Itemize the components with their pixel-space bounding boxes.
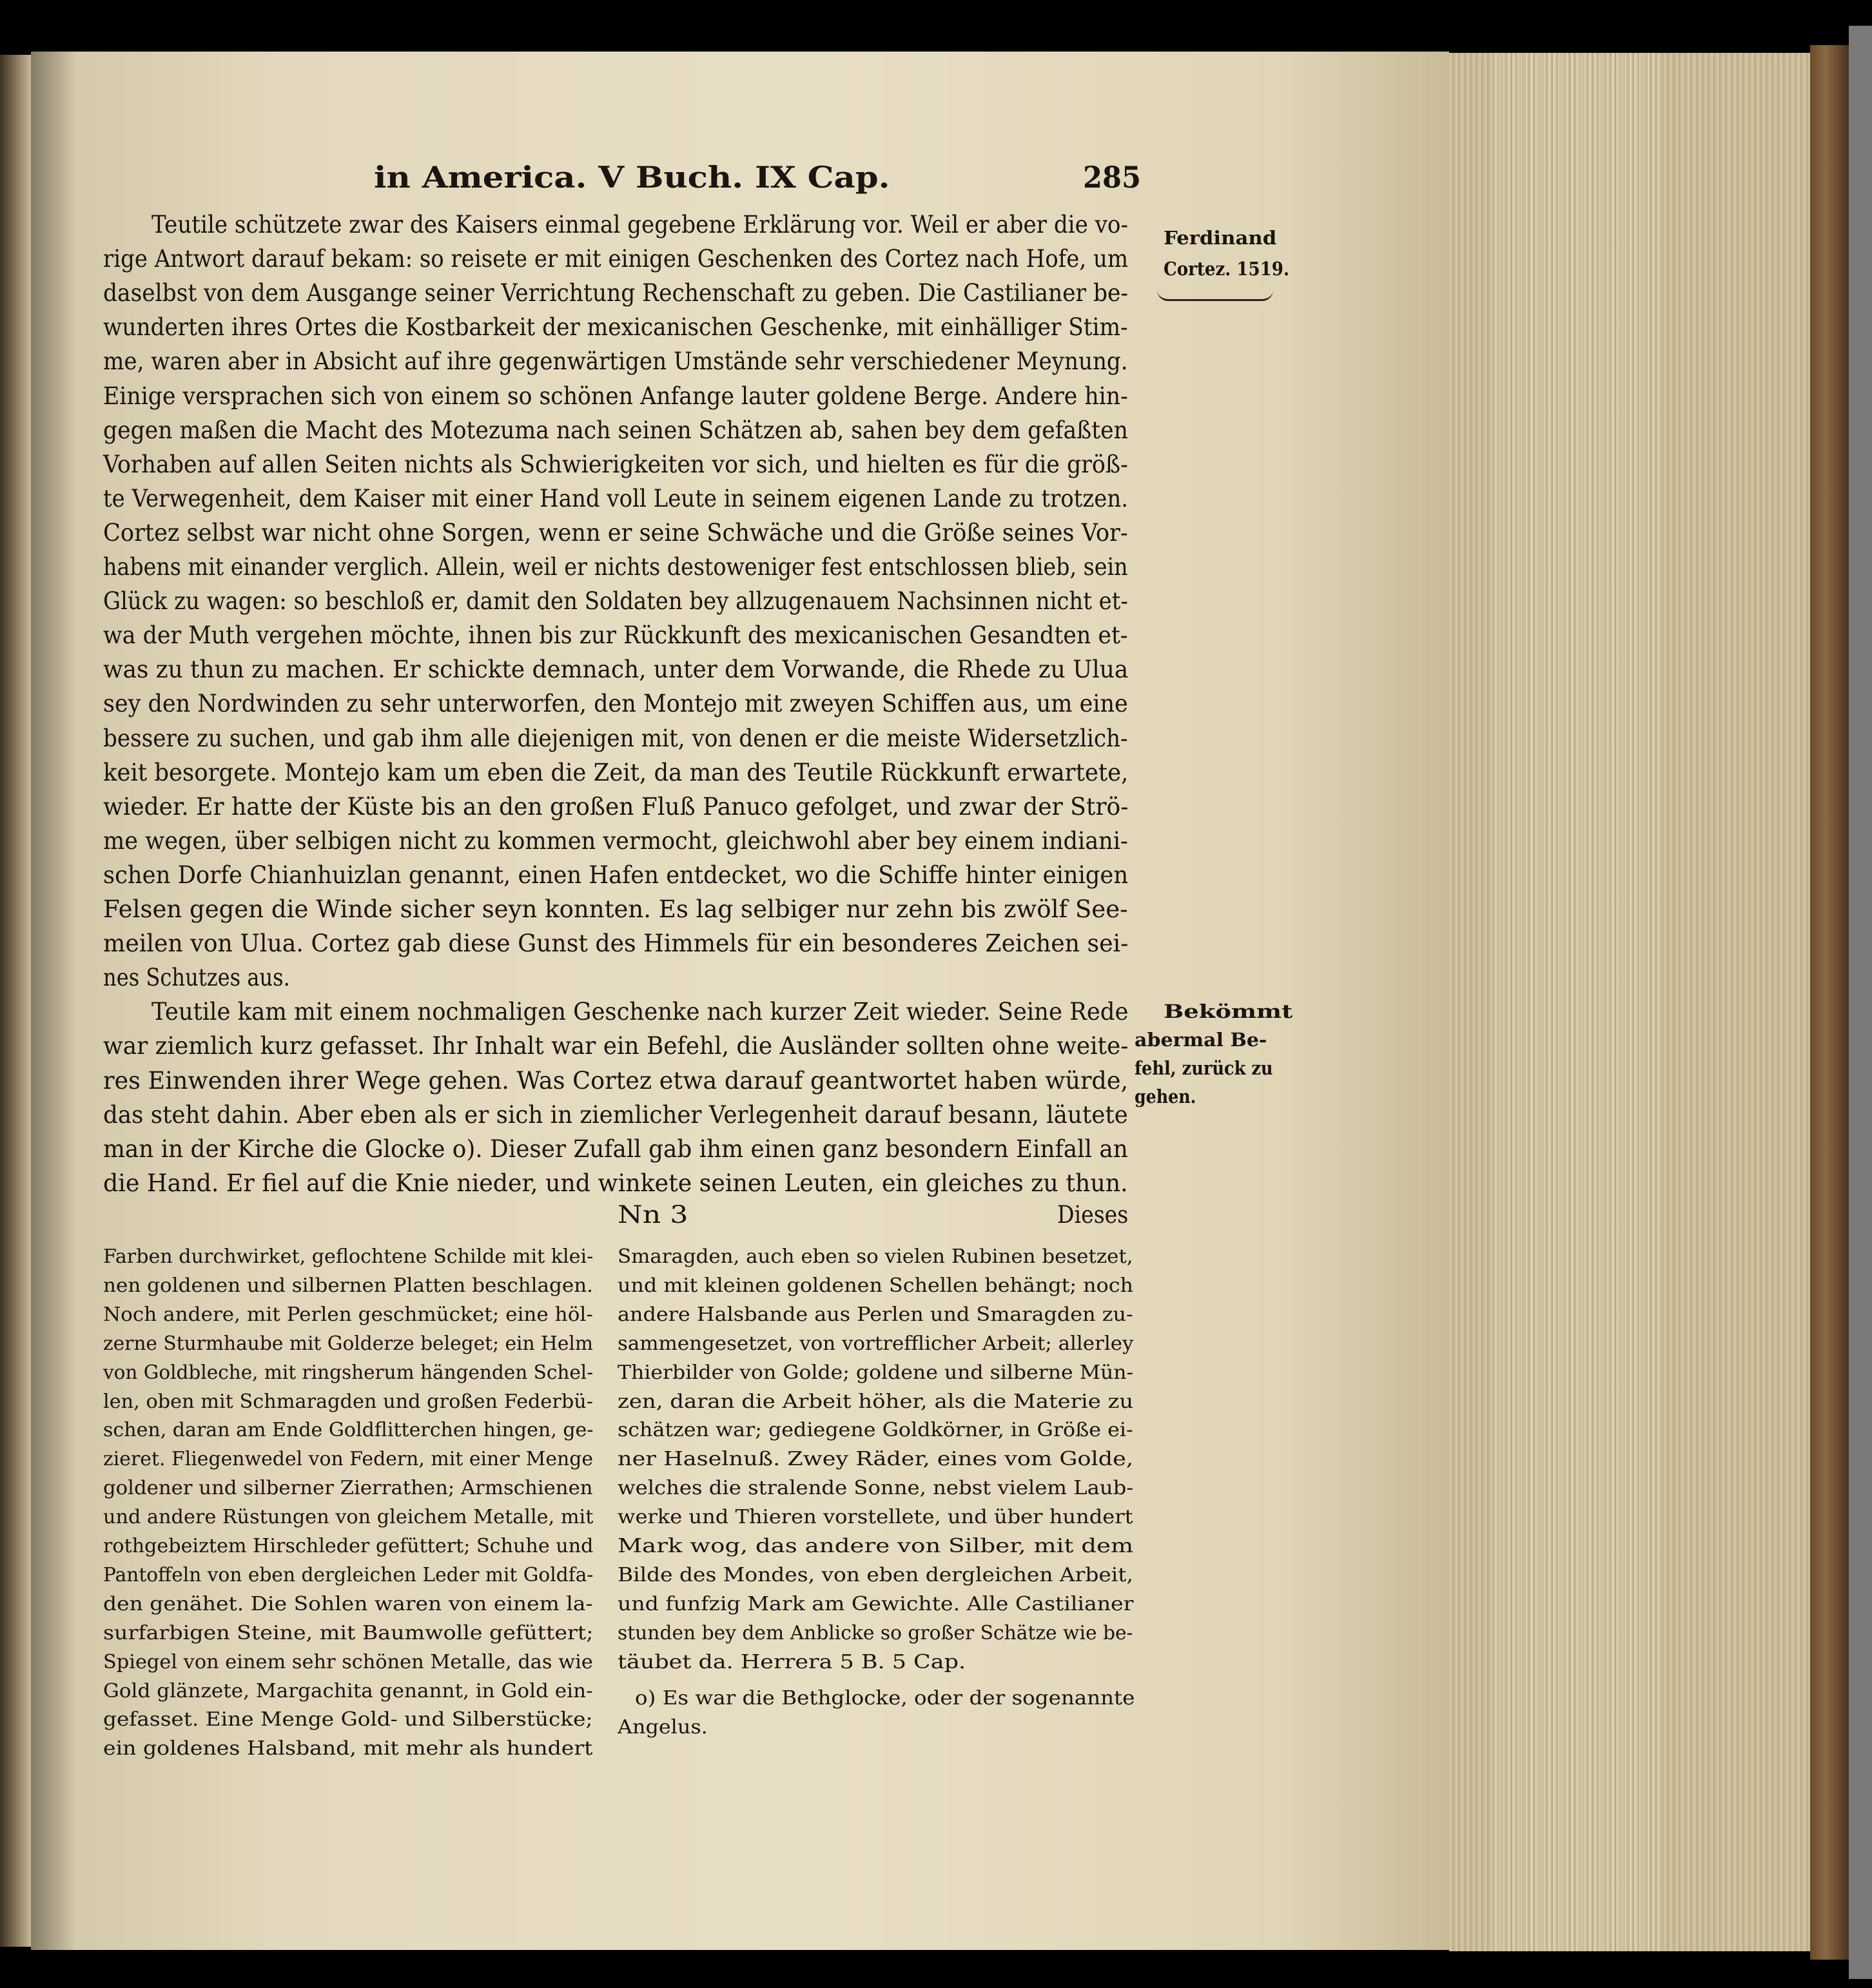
footnote-line: Thierbilder von Golde; goldene und silberne Mün- [618,1361,1134,1384]
text-line: daselbst von dem Ausgange seiner Verrichtung Rechenschaft zu geben. Die Castilianer be- [103,279,1129,307]
text-line: Felsen gegen die Winde sicher seyn konnten. Es lag selbiger nur zehn bis zwölf See- [103,895,1128,923]
footnote-line: zieret. Fliegenwedel von Federn, mit einer Menge [103,1448,594,1470]
footnote-line: surfarbigen Steine, mit Baumwolle gefüttert; [103,1622,594,1644]
footnote-line: andere Halsbande aus Perlen und Smaragden zu- [618,1303,1133,1326]
text-line: Cortez selbst war nicht ohne Sorgen, wenn er seine Schwäche und die Größe seines Vor- [103,519,1128,547]
text-line: nes Schutzes aus. [103,964,290,991]
text-line: schen Dorfe Chianhuizlan genannt, einen Hafen entdecket, wo die Schiffe hinter einigen [103,861,1129,889]
footnote-line: welches die stralende Sonne, nebst vielem Laub- [618,1477,1134,1499]
footnote-line: len, oben mit Schmaragden und großen Federbü- [103,1390,594,1413]
text-line: meilen von Ulua. Cortez gab diese Gunst des Himmels für ein besonderes Zeichen sei- [103,930,1129,957]
footnote-line: ein goldenes Halsband, mit mehr als hundert [103,1737,593,1760]
text-line: te Verwegenheit, dem Kaiser mit einer Hand voll Leute in seinem eigenen Lande zu trotzen. [103,485,1129,512]
text-line: habens mit einander verglich. Allein, weil er nichts destoweniger fest entschlossen blieb, sein [103,553,1128,581]
text-line: rige Antwort darauf bekam: so reisete er mit einigen Geschenken des Cortez nach Hofe, um [103,245,1129,273]
text-line: das steht dahin. Aber eben als er sich in ziemlicher Verlegenheit darauf besann, läutete [103,1101,1128,1129]
text-line: sey den Nordwinden zu sehr unterworfen, den Montejo mit zweyen Schiffen aus, um eine [103,690,1128,717]
footnote-line: schätzen war; gediegene Goldkörner, in Größe ei- [618,1419,1133,1441]
footnote-line: Mark wog, das andere von Silber, mit dem [618,1535,1134,1557]
footnote-line: Noch andere, mit Perlen geschmücket; eine höl- [103,1303,593,1326]
text-line: man in der Kirche die Glocke o). Dieser Zufall gab ihm einen ganz besondern Einfall an [103,1135,1128,1163]
text-line: wunderten ihres Ortes die Kostbarkeit der mexicanischen Geschenke, mit einhälliger Stim- [103,313,1128,341]
footnote-line: und mit kleinen goldenen Schellen behängt; noch [618,1274,1133,1297]
margin-note-line: Cortez. 1519. [1164,258,1290,280]
footnote-line: und andere Rüstungen von gleichem Metalle, mit [103,1506,594,1528]
text-line: Teutile kam mit einem nochmaligen Geschenke nach kurzer Zeit wieder. Seine Rede [151,998,1129,1026]
gutter-shadow [31,52,76,1950]
margin-note-line: Bekömmt [1164,1000,1293,1022]
page-number: 285 [1083,160,1142,195]
footnote-line: goldener und silberner Zierrathen; Armschienen [103,1477,593,1499]
footnote-line: zen, daran die Arbeit höher, als die Materie zu [618,1390,1134,1413]
text-line: me wegen, über selbigen nicht zu kommen vermocht, gleichwohl aber bey einem indiani- [103,827,1128,855]
margin-rule [1157,290,1273,301]
footnote-line: nen goldenen und silbernen Platten beschlagen. [103,1274,594,1297]
margin-note-line: gehen. [1135,1086,1196,1107]
footnote-line: rothgebeiztem Hirschleder gefüttert; Schuhe und [103,1535,594,1557]
text-line: res Einwenden ihrer Wege gehen. Was Cortez etwa darauf geantwortet haben würde, [103,1067,1129,1095]
footnote-line: täubet da. Herrera 5 B. 5 Cap. [618,1651,966,1673]
text-line: Teutile schützete zwar des Kaisers einmal gegebene Erklärung vor. Weil er aber die vo- [151,211,1129,239]
running-head: in America. V Buch. IX Cap. [374,160,890,195]
footnote-line: Smaragden, auch eben so vielen Rubinen besetzet, [618,1245,1133,1268]
footnote-line: ner Haselnuß. Zwey Räder, eines vom Golde, [618,1448,1133,1470]
footnote-line: und funfzig Mark am Gewichte. Alle Castilianer [618,1593,1134,1615]
margin-note-line: Ferdinand [1164,227,1277,249]
catchword: Dieses [1057,1201,1129,1229]
margin-note-line: fehl, zurück zu [1135,1057,1273,1079]
footnote-line: von Goldbleche, mit ringsherum hängenden Schel- [103,1361,594,1384]
text-line: Einige versprachen sich von einem so schönen Anfange lauter goldene Berge. Andere hin- [103,382,1128,410]
footnote-line: werke und Thieren vorstellete, und über hundert [618,1506,1133,1528]
footnote-line: Bilde des Mondes, von eben dergleichen Arbeit, [618,1564,1133,1586]
text-line: was zu thun zu machen. Er schickte demnach, unter dem Vorwande, die Rhede zu Ulua [103,656,1129,683]
footnote-line: Angelus. [618,1716,708,1739]
text-line: Glück zu wagen: so beschloß er, damit den Soldaten bey allzugenauem Nachsinnen nicht et- [103,587,1128,615]
text-line: gegen maßen die Macht des Motezuma nach seinen Schätzen ab, sahen bey dem gefaßten [103,416,1128,444]
text-line: war ziemlich kurz gefasset. Ihr Inhalt war ein Befehl, die Ausländer sollten ohne weite- [103,1032,1129,1060]
text-line: bessere zu suchen, und gab ihm alle diejenigen mit, von denen er die meiste Widersetzlich- [103,725,1128,752]
footnote-line: Spiegel von einem sehr schönen Metalle, das wie [103,1651,593,1673]
footnote-line: Gold glänzete, Margachita genannt, in Gold ein- [103,1680,593,1702]
footnote-line: den genähet. Die Sohlen waren von einem la- [103,1593,593,1615]
text-line: me, waren aber in Absicht auf ihre gegenwärtigen Umstände sehr verschiedener Meynung. [103,347,1128,375]
margin-note-line: abermal Be- [1135,1029,1267,1051]
footnote-line: schen, daran am Ende Goldflitterchen hingen, ge- [103,1419,594,1441]
footnote-line: zerne Sturmhaube mit Golderze beleget; ein Helm [103,1332,594,1355]
signature-mark: Nn 3 [618,1201,688,1229]
left-page-edge [0,55,31,1947]
page-edges [1449,53,1810,1951]
text-line: wieder. Er hatte der Küste bis an den großen Fluß Panuco gefolget, und zwar der Strö- [103,793,1129,821]
footnote-line: o) Es war die Bethglocke, oder der sogenannte [635,1687,1135,1710]
text-line: Vorhaben auf allen Seiten nichts als Schwierigkeiten vor sich, und hielten es für die größ- [103,451,1128,478]
text-line: keit besorgete. Montejo kam um eben die Zeit, da man des Teutile Rückkunft erwartete, [103,759,1129,786]
text-line: wa der Muth vergehen möchte, ihnen bis zur Rückkunft des mexicanischen Gesandten et- [103,621,1128,649]
gray-card [1849,26,1872,1979]
footnote-line: sammengesetzet, von vortrefflicher Arbeit; allerley [618,1332,1134,1355]
footnote-line: stunden bey dem Anblicke so großer Schätze wie be- [618,1622,1133,1644]
footnote-line: Farben durchwirket, geflochtene Schilde mit klei- [103,1245,594,1268]
text-line: die Hand. Er fiel auf die Knie nieder, und winkete seinen Leuten, ein gleiches zu thun. [103,1169,1128,1197]
book-cover [1810,45,1849,1960]
footnote-line: gefasset. Eine Menge Gold- und Silberstücke; [103,1708,593,1731]
footnote-line: Pantoffeln von eben dergleichen Leder mit Goldfa- [103,1564,594,1586]
